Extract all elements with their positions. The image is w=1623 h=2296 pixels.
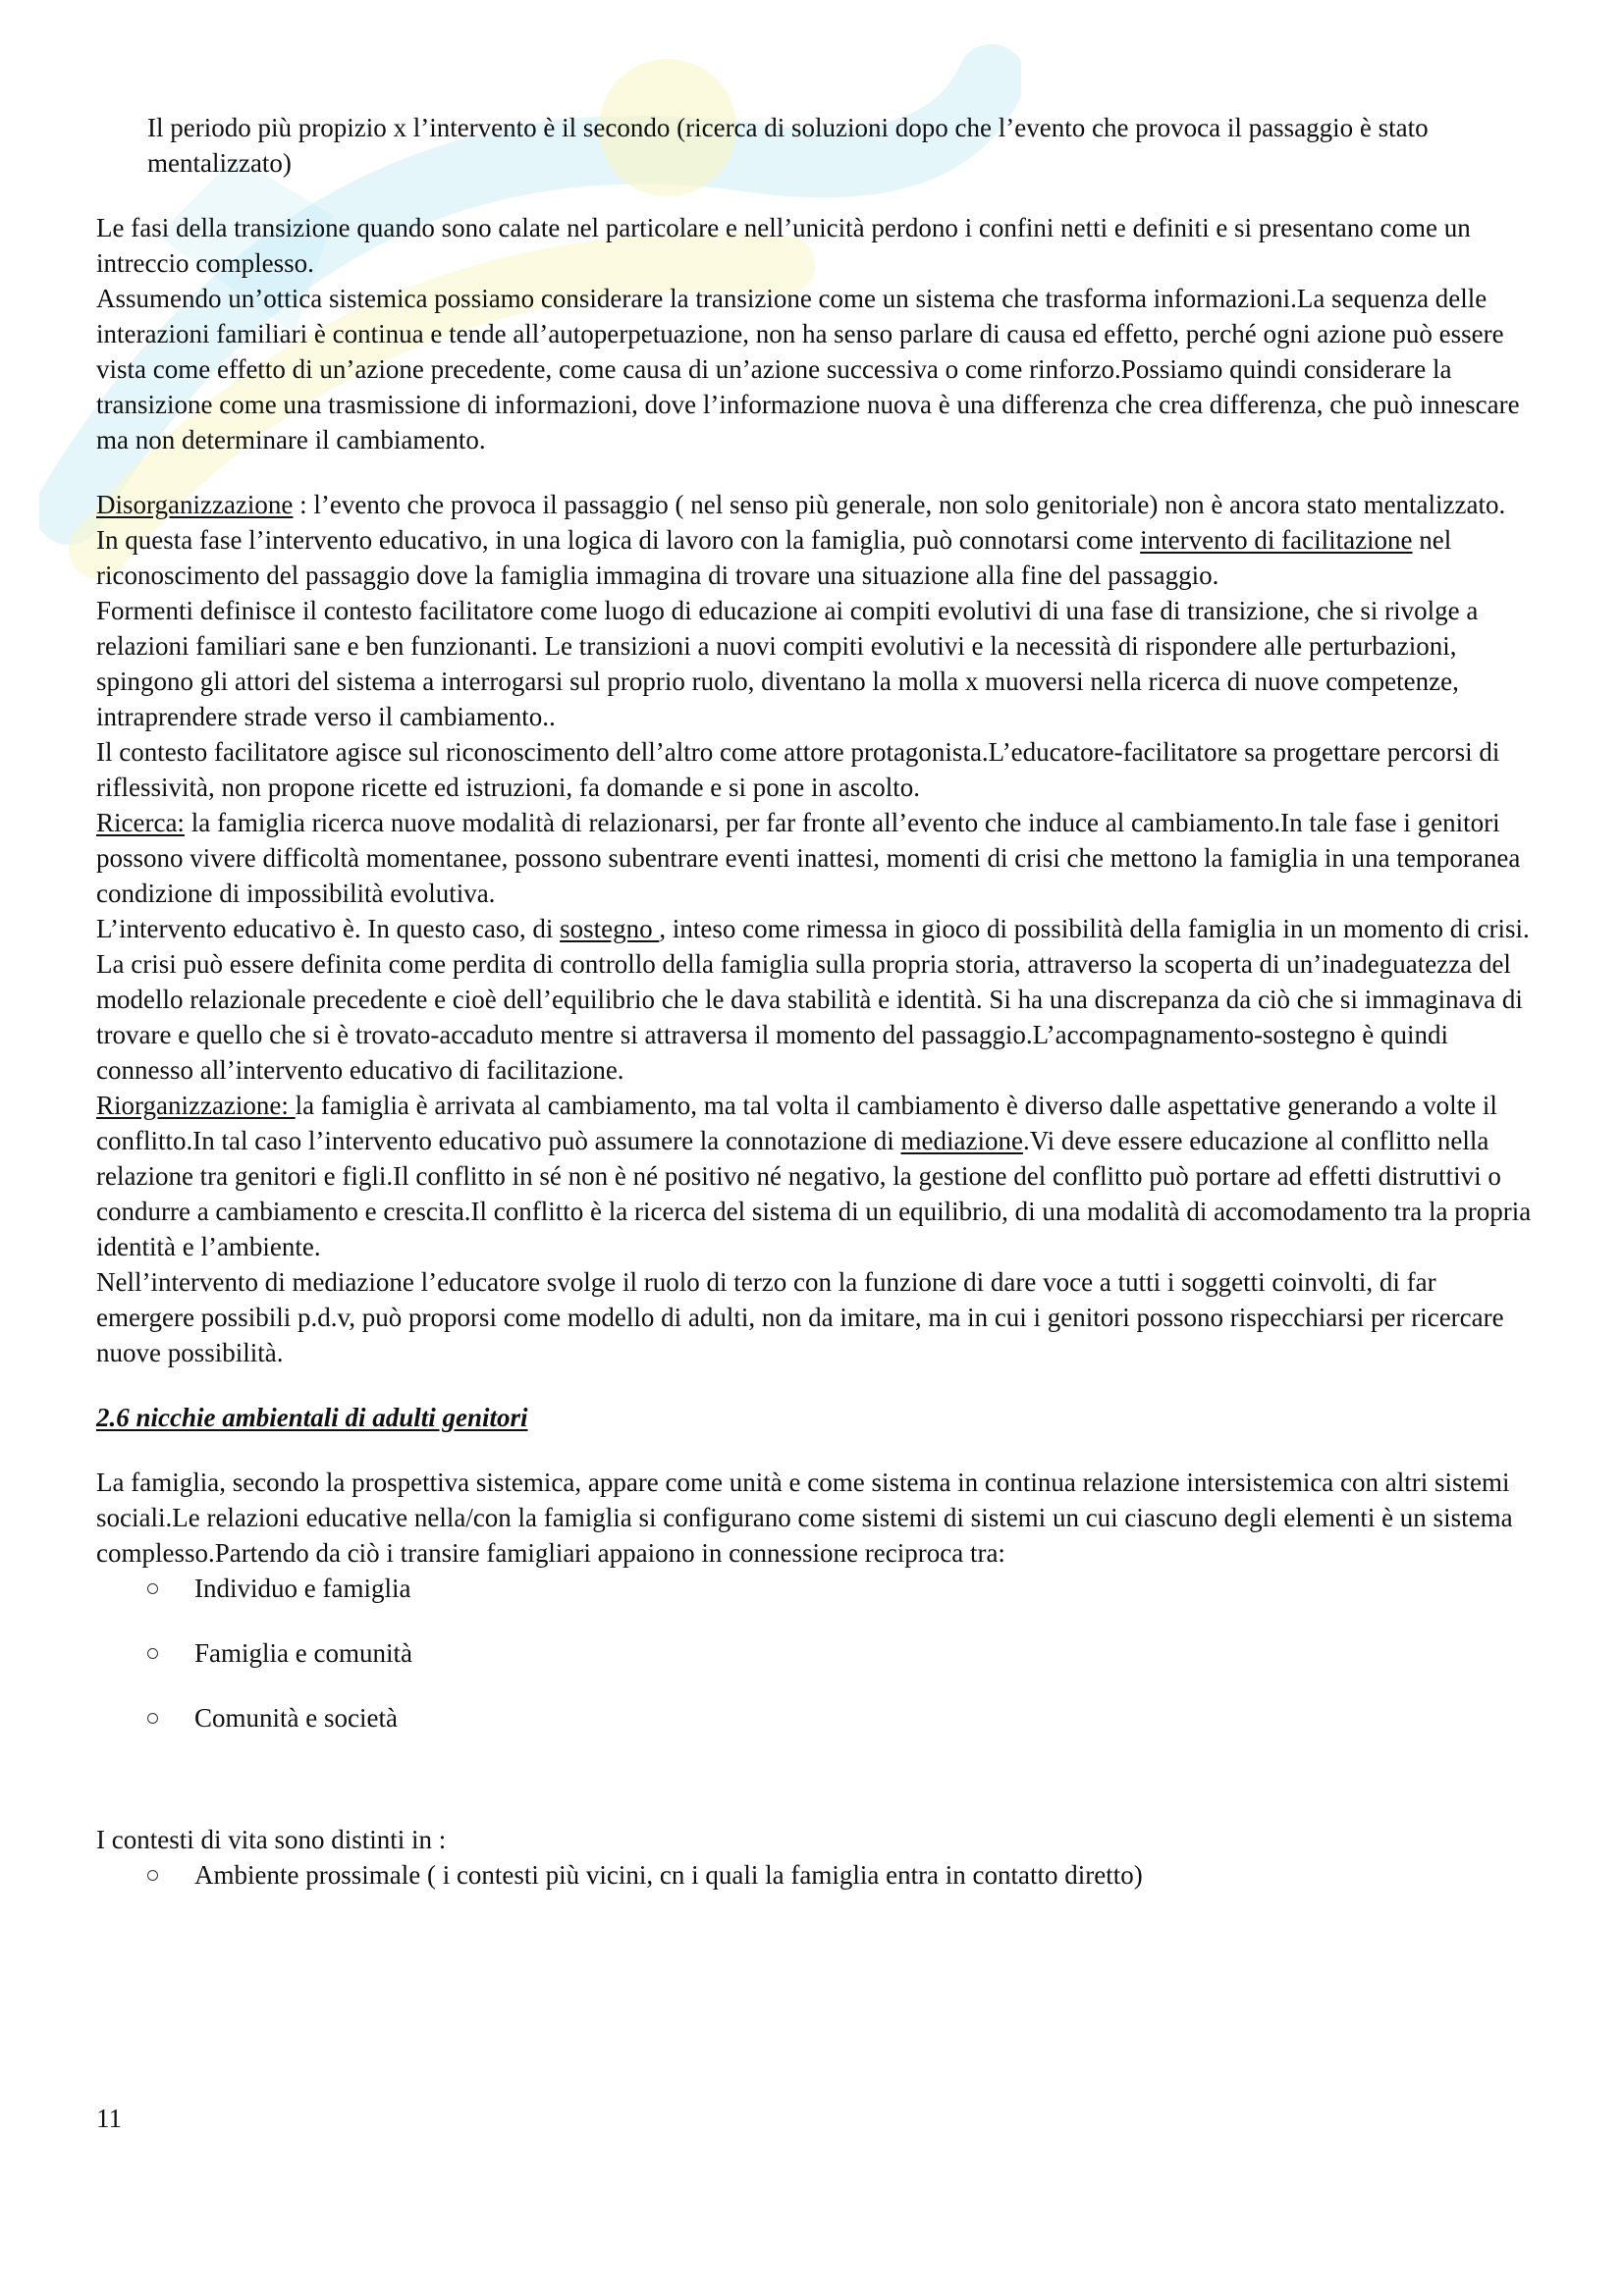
riorganizzazione-post: .Vi deve essere educazione al conflitto nella relazione tra genitori e figli.Il conflitto in sé non è né positivo né negativo, la gestione del conflitto può portare ad effetti distruttivi o condurre a cambiamento e crescita.Il conflitto è la ricerca del sistema di un equilibrio, di una modalità di accomodamento tra la propria identità e l’ambiente. (96, 1126, 1532, 1261)
facilitazione-paragraph (96, 522, 1535, 593)
sostegno-term: sostegno (560, 914, 660, 943)
facilitazione-term: intervento di facilitazione (1140, 525, 1413, 555)
systemic-paragraph: Assumendo un’ottica sistemica possiamo considerare la transizione come un sistema che trasforma informazioni.La sequenza delle interazioni familiari è continua e tende all’autoperpetuazione, non ha senso parlare di causa ed effetto, perché ogni azione può essere vista come effetto di un’azione precedente, come causa di un’azione successiva o come rinforzo.Possiamo quindi considerare la transizione come una trasmissione di informazioni, dove l’informazione nuova è una differenza che crea differenza, che può innescare ma non determinare il cambiamento. (96, 284, 1520, 454)
formenti-paragraph: Formenti definisce il contesto facilitatore come luogo di educazione ai compiti evolutivi di una fase di transizione, che si rivolge a relazioni familiari sane e ben funzionanti. Le transizioni a nuovi compiti evolutivi e la necessità di rispondere alle perturbazioni, spingono gli attori del sistema a interrogarsi sul proprio ruolo, diventano la molla x muoversi nella ricerca di nuove competenze, intraprendere strade verso il cambiamento.. (96, 596, 1479, 731)
facilitazione-post: nel riconoscimento del passaggio dove la famiglia immagina di trovare una situazione alla fine del passaggio. (96, 525, 1452, 590)
document-page (96, 110, 1535, 1893)
ricerca-paragraph (96, 805, 1535, 911)
section-heading: 2.6 nicchie ambientali di adulti genitori (96, 1403, 528, 1432)
crisi-paragraph: La crisi può essere definita come perdita di controllo della famiglia sulla propria storia, attraverso la scoperta di un’inadeguatezza del modello relazionale precedente e cioè dell’equilibrio che le dava stabilità e identità. Si ha una discrepanza da ciò che si immaginava di trovare e quello che si è trovato-accaduto mentre si attraversa il momento del passaggio.L’accompagnamento-sostegno è quindi connesso all’intervento educativo di facilitazione. (96, 949, 1523, 1085)
sostegno-pre: L’intervento educativo è. In questo caso, di (96, 914, 561, 943)
bullet-circle-icon (147, 1713, 158, 1724)
list-item: Individuo e famiglia (96, 1571, 1535, 1606)
famiglia-paragraph: La famiglia, secondo la prospettiva sistemica, appare come unità e come sistema in continua relazione intersistemica con altri sistemi sociali.Le relazioni educative nella/con la famiglia si configurano come sistemi di sistemi un cui ciascuno degli elementi è un sistema complesso.Partendo da ciò i transire famigliari appaiono in connessione reciproca tra: (96, 1468, 1513, 1568)
ricerca-text: la famiglia ricerca nuove modalità di relazionarsi, per far fronte all’evento che induce al cambiamento.In tale fase i genitori possono vivere difficoltà momentanee, possono subentrare eventi inattesi, momenti di crisi che mettono la famiglia in una temporanea condizione di impossibilità evolutiva. (96, 808, 1521, 908)
riorganizzazione-term: Riorganizzazione: (96, 1091, 296, 1120)
list-item: Famiglia e comunità (96, 1635, 1535, 1671)
sostegno-paragraph (96, 911, 1535, 946)
contesti-paragraph: I contesti di vita sono distinti in : (96, 1825, 447, 1854)
riorganizzazione-paragraph (96, 1088, 1535, 1264)
ricerca-term: Ricerca: (96, 808, 185, 837)
bullet-circle-icon (147, 1648, 158, 1659)
riorganizzazione-pre: la famiglia è arrivata al cambiamento, ma tal volta il cambiamento è diverso dalle aspettative generando a volte il conflitto.In tal caso l’intervento educativo può assumere la connotazione di (96, 1091, 1497, 1155)
intro-paragraph: Il periodo più propizio x l’intervento è il secondo (ricerca di soluzioni dopo che l’evento che provoca il passaggio è stato mentalizzato) (147, 113, 1429, 178)
connessioni-list (96, 1571, 1535, 1735)
bullet-circle-icon (147, 1870, 158, 1881)
disorganizzazione-term: Disorganizzazione (96, 490, 294, 519)
bullet-circle-icon (147, 1583, 158, 1594)
disorganizzazione-text: : l’evento che provoca il passaggio ( nel senso più generale, non solo genitoriale) non è ancora stato mentalizzato. (293, 490, 1506, 519)
sostegno-post: , inteso come rimessa in gioco di possibilità della famiglia in un momento di crisi. (659, 914, 1530, 943)
contesti-list (96, 1857, 1535, 1893)
page-number: 11 (96, 2104, 122, 2133)
list-item: Comunità e società (96, 1700, 1535, 1735)
contesto-paragraph: Il contesto facilitatore agisce sul riconoscimento dell’altro come attore protagonista.L’educatore-facilitatore sa progettare percorsi di riflessività, non propone ricette ed istruzioni, fa domande e si pone in ascolto. (96, 737, 1500, 802)
disorganizzazione-paragraph (96, 487, 1535, 522)
mediazione-term: mediazione (900, 1126, 1023, 1155)
list-item: Ambiente prossimale ( i contesti più vicini, cn i quali la famiglia entra in contatto diretto) (96, 1857, 1535, 1893)
facilitazione-pre: In questa fase l’intervento educativo, in una logica di lavoro con la famiglia, può connotarsi come (96, 525, 1141, 555)
phases-paragraph: Le fasi della transizione quando sono calate nel particolare e nell’unicità perdono i confini netti e definiti e si presentano come un intreccio complesso. (96, 213, 1471, 278)
mediazione-paragraph: Nell’intervento di mediazione l’educatore svolge il ruolo di terzo con la funzione di dare voce a tutti i soggetti coinvolti, di far emergere possibili p.d.v, può proporsi come modello di adulti, non da imitare, ma in cui i genitori possono rispecchiarsi per ricercare nuove possibilità. (96, 1267, 1504, 1367)
